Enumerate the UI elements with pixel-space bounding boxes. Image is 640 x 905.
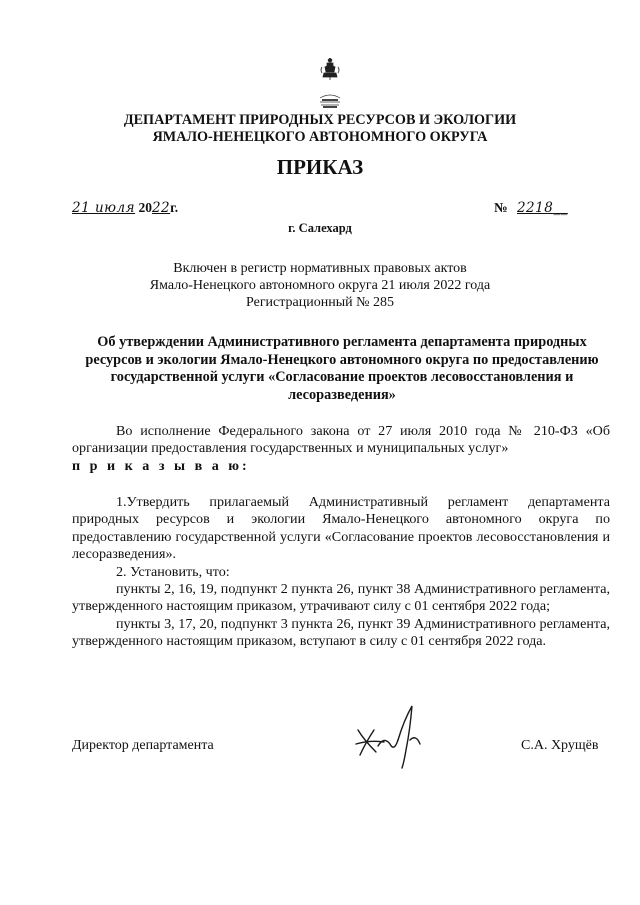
document-date xyxy=(72,200,178,216)
registration-line2: Ямало-Ненецкого автономного округа 21 июля 2022 года xyxy=(149,278,491,293)
document-number: № 2218__ xyxy=(494,200,568,216)
item-2-sub-2: пункты 3, 17, 20, подпункт 3 пункта 26, пункт 39 Административного регламента, утвержденного настоящим приказом, вступают в силу с 01 сентября 2022 года. xyxy=(72,615,610,650)
item-1: 1.Утвердить прилагаемый Административный регламент департамента природных ресурсов и экологии Ямало-Ненецкого автономного округа по предоставлению государственной услуги «Согласование проектов лесовосстановления и лесоразведения». xyxy=(72,494,610,563)
department-name-line1: ДЕПАРТАМЕНТ ПРИРОДНЫХ РЕСУРСОВ И ЭКОЛОГИИ xyxy=(123,112,517,128)
signatory-name: С.А. Хрущёв xyxy=(521,738,599,753)
order-word: п р и к а з ы в а ю: xyxy=(72,457,250,474)
document-type: ПРИКАЗ xyxy=(276,155,364,179)
coat-of-arms-icon xyxy=(310,58,350,110)
registration-line1: Включен в регистр нормативных правовых актов xyxy=(173,261,467,276)
year-prefix: 20 xyxy=(138,200,152,215)
number-handwritten: 2218 xyxy=(516,200,554,216)
preamble xyxy=(72,423,610,475)
preamble-text: Во исполнение Федерального закона от 27 июля 2010 года № 210-ФЗ «Об организации предоставления государственных и муниципальных услуг» xyxy=(72,423,610,457)
registration-line3: Регистрационный № 285 xyxy=(246,295,394,310)
date-handwritten: 21 июля xyxy=(72,200,136,216)
signatory-position: Директор департамента xyxy=(72,738,214,753)
item-2-sub-1: пункты 2, 16, 19, подпункт 2 пункта 26, пункт 38 Административного регламента, утвержденного настоящим приказом, утрачивают силу с 01 сентября 2022 года; xyxy=(72,581,610,615)
order-items xyxy=(72,494,610,651)
year-suffix: г. xyxy=(170,200,179,215)
city: г. Салехард xyxy=(288,221,352,235)
number-label: № xyxy=(494,200,508,215)
year-handwritten: 22 xyxy=(151,200,171,216)
handwritten-signature xyxy=(350,700,440,770)
item-2: 2. Установить, что: xyxy=(116,563,230,580)
department-name-line2: ЯМАЛО-НЕНЕЦКОГО АВТОНОМНОГО ОКРУГА xyxy=(152,129,488,145)
document-subject: Об утверждении Административного регламента департамента природных ресурсов и экологии Ямало-Ненецкого автономного округа по предоставлению государственной услуги «Согласование проектов лесовосстановления и лесоразведения» xyxy=(85,334,599,403)
